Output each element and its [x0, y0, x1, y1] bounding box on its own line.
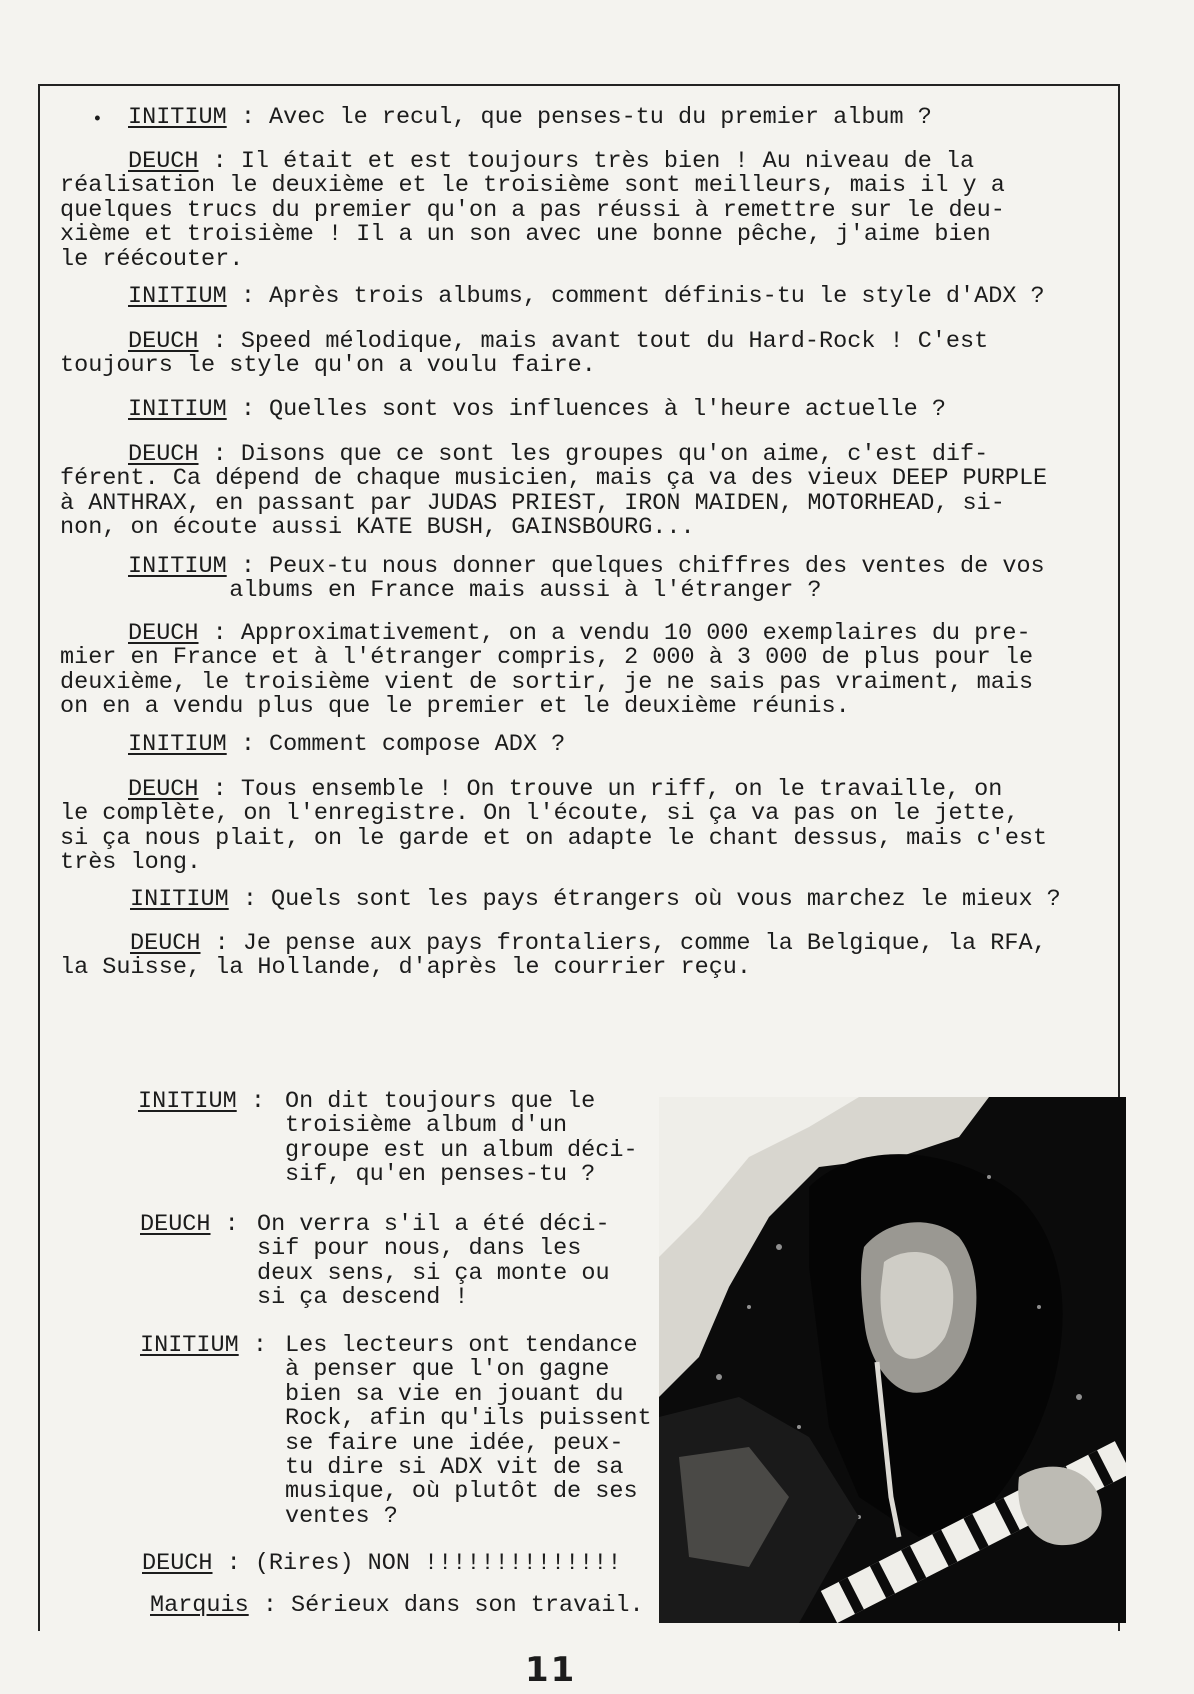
speaker-name: INITIUM — [130, 886, 229, 913]
speaker-name: Marquis — [150, 1592, 249, 1619]
answer-text: : Tous ensemble ! On trouve un riff, on le travaille, on — [198, 776, 1003, 803]
speaker-name: INITIUM — [138, 1088, 237, 1115]
speaker-name: DEUCH — [128, 148, 199, 175]
interview-line-deuch — [128, 443, 988, 467]
answer-text: la Suisse, la Hollande, d'après le courrier reçu. — [60, 954, 752, 982]
speaker-name: INITIUM — [128, 553, 227, 580]
answer-text: très long. — [60, 849, 202, 877]
answer-text: : Il était et est toujours très bien ! Au niveau de la — [198, 148, 975, 175]
interview-line-initium — [128, 106, 932, 130]
answer-text: le réécouter. — [60, 245, 244, 273]
separator: : — [210, 1211, 253, 1238]
interview-line — [60, 851, 201, 875]
interview-line — [60, 646, 1033, 670]
answer-text: quelques trucs du premier qu'on a pas réussi à remettre sur le deu- — [60, 196, 1005, 224]
side-answer-line: Rock, afin qu'ils puissent — [285, 1405, 652, 1433]
speaker-name: DEUCH — [128, 620, 199, 647]
speaker-name: INITIUM — [128, 104, 227, 131]
interview-line-deuch — [128, 778, 1002, 802]
answer-text: férent. Ca dépend de chaque musicien, mais ça va des vieux DEEP PURPLE — [60, 465, 1048, 493]
side-answer-line: Les lecteurs ont tendance — [285, 1332, 638, 1359]
interview-line-deuch — [128, 150, 974, 174]
speaker-name: DEUCH — [130, 930, 201, 957]
separator: : — [238, 1332, 282, 1359]
guitarist-photo — [659, 1097, 1126, 1623]
speaker-name: DEUCH — [142, 1550, 213, 1577]
side-answer-line: si ça descend ! — [257, 1284, 469, 1312]
side-block-deuch — [140, 1213, 253, 1237]
side-answer-line: groupe est un album déci- — [285, 1136, 638, 1164]
side-answer-line: sif, qu'en penses-tu ? — [285, 1161, 596, 1189]
answer-text: toujours le style qu'on a voulu faire. — [60, 352, 596, 380]
speaker-name: DEUCH — [140, 1211, 211, 1238]
interview-line — [60, 174, 1005, 198]
answer-text: Sérieux dans son travail. — [291, 1592, 644, 1619]
answer-text: non, on écoute aussi KATE BUSH, GAINSBOURG... — [60, 514, 695, 542]
interview-line — [60, 245, 244, 273]
answer-text: : Speed mélodique, mais avant tout du Hard-Rock ! C'est — [198, 328, 989, 355]
interview-line — [60, 695, 850, 719]
interview-line — [60, 516, 695, 540]
answer-text: : Peux-tu nous donner quelques chiffres des ventes de vos — [226, 553, 1045, 580]
side-answer-line: sif pour nous, dans les — [257, 1235, 582, 1263]
interview-line — [60, 956, 751, 980]
answer-text: on en a vendu plus que le premier et le deuxième réunis. — [60, 693, 850, 721]
interview-line — [60, 824, 1048, 852]
answer-text: : Après trois albums, comment définis-tu le style d'ADX ? — [226, 283, 1045, 310]
page-number: 11 — [525, 1650, 577, 1690]
side-block-deuch — [142, 1552, 622, 1576]
answer-text: réalisation le deuxième et le troisième sont meilleurs, mais il y a — [60, 172, 1005, 200]
answer-text: xième et troisième ! Il a un son avec une bonne pêche, j'aime bien — [60, 221, 991, 249]
interview-line-deuch — [128, 622, 1031, 646]
answer-text: : Je pense aux pays frontaliers, comme la Belgique, la RFA, — [200, 930, 1047, 957]
side-answer-line: bien sa vie en jouant du — [285, 1380, 624, 1408]
answer-text: mier en France et à l'étranger compris, 2 000 à 3 000 de plus pour le — [60, 644, 1034, 672]
side-block-marquis — [150, 1594, 644, 1618]
separator: : — [236, 1088, 280, 1115]
separator: : — [248, 1592, 292, 1619]
interview-line — [60, 196, 1005, 224]
answer-text: : Approximativement, on a vendu 10 000 exemplaires du pre- — [198, 620, 1031, 647]
speaker-name: INITIUM — [128, 396, 227, 423]
answer-text: : Comment compose ADX ? — [226, 731, 566, 758]
side-answer-line: troisième album d'un — [285, 1112, 568, 1140]
interview-line-initium — [128, 555, 1045, 579]
side-answer-line: deux sens, si ça monte ou — [257, 1259, 610, 1287]
speaker-name: INITIUM — [128, 283, 227, 310]
side-answer-line: ventes ? — [285, 1502, 398, 1530]
answer-text: albums en France mais aussi à l'étranger ? — [60, 577, 822, 605]
side-block-initium — [140, 1334, 281, 1358]
speaker-name: INITIUM — [128, 731, 227, 758]
side-block-initium — [138, 1090, 279, 1114]
answer-text: le complète, on l'enregistre. On l'écoute, si ça va pas on le jette, — [60, 800, 1019, 828]
bullet-mark: • — [92, 110, 103, 130]
interview-line — [60, 579, 822, 603]
side-answer-line: à penser que l'on gagne — [285, 1356, 610, 1384]
speaker-name: DEUCH — [128, 328, 199, 355]
speaker-name: DEUCH — [128, 441, 199, 468]
interview-line — [60, 223, 991, 247]
interview-line — [60, 668, 1034, 696]
side-answer-line: se faire une idée, peux- — [285, 1429, 624, 1457]
interview-line-deuch — [130, 932, 1047, 956]
interview-line — [60, 489, 1005, 517]
side-answer-line: On verra s'il a été déci- — [257, 1211, 610, 1238]
side-answer-line: On dit toujours que le — [285, 1088, 596, 1115]
speaker-name: DEUCH — [128, 776, 199, 803]
answer-text: à ANTHRAX, en passant par JUDAS PRIEST, IRON MAIDEN, MOTORHEAD, si- — [60, 489, 1005, 517]
answer-text: : Quels sont les pays étrangers où vous marchez le mieux ? — [228, 886, 1061, 913]
side-answer-line: musique, où plutôt de ses — [285, 1478, 638, 1506]
interview-line — [60, 802, 1019, 826]
interview-line-initium — [128, 733, 565, 757]
interview-line-initium — [128, 398, 946, 422]
interview-line-initium — [128, 285, 1045, 309]
separator: : — [212, 1550, 255, 1577]
answer-text: (Rires) NON !!!!!!!!!!!!!! — [254, 1550, 622, 1577]
interview-line — [60, 354, 596, 378]
interview-line-initium — [130, 888, 1061, 912]
answer-text: : Avec le recul, que penses-tu du premier album ? — [226, 104, 932, 131]
answer-text: deuxième, le troisième vient de sortir, je ne sais pas vraiment, mais — [60, 668, 1034, 696]
answer-text: : Disons que ce sont les groupes qu'on aime, c'est dif- — [198, 441, 989, 468]
answer-text: : Quelles sont vos influences à l'heure actuelle ? — [226, 396, 946, 423]
side-answer-line: tu dire si ADX vit de sa — [285, 1454, 624, 1481]
speaker-name: INITIUM — [140, 1332, 239, 1359]
answer-text: si ça nous plait, on le garde et on adapte le chant dessus, mais c'est — [60, 824, 1048, 852]
interview-line — [60, 467, 1047, 491]
guitarist-photo-image — [659, 1097, 1126, 1623]
interview-line-deuch — [128, 330, 988, 354]
